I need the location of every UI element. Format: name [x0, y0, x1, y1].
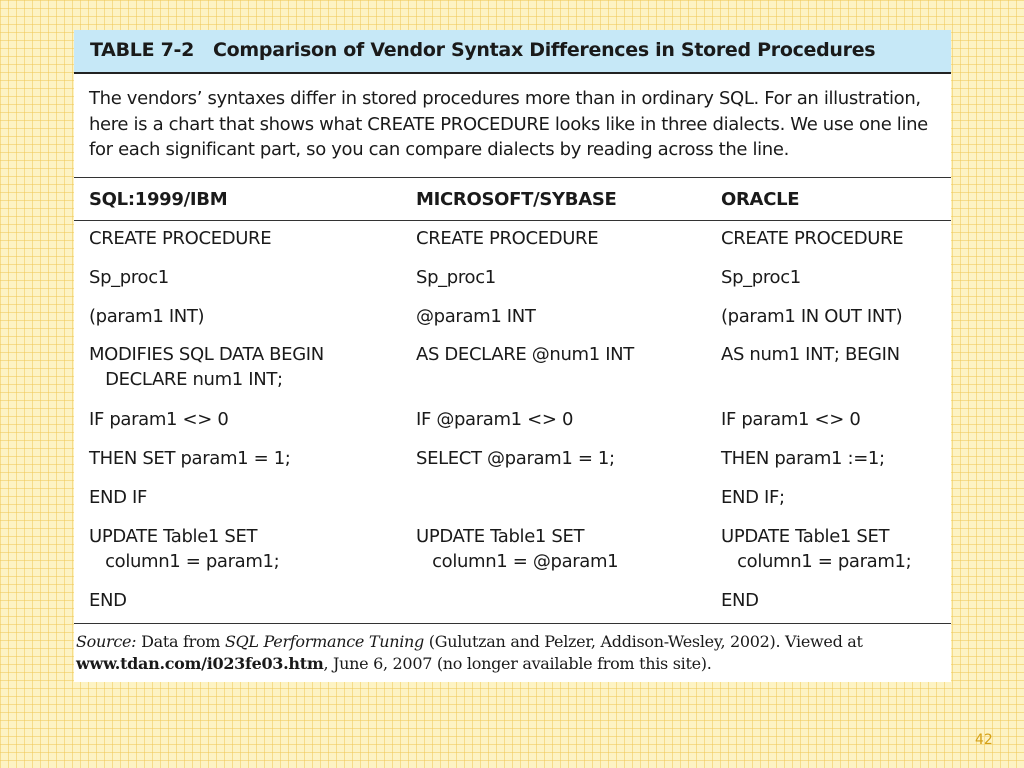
table-number: TABLE 7-2 [90, 39, 194, 61]
source-url: www.tdan.com/i023fe03.htm [76, 654, 324, 673]
table-cell: CREATE PROCEDURE [89, 228, 272, 249]
table-cell: Sp_proc1 [89, 267, 169, 288]
table-cell: CREATE PROCEDURE [416, 228, 599, 249]
source-book-title: SQL Performance Tuning [224, 632, 424, 651]
table-cell: THEN SET param1 = 1; [89, 448, 291, 469]
table-cell: SELECT @param1 = 1; [416, 448, 615, 469]
table-intro: The vendors’ syntaxes differ in stored procedures more than in ordinary SQL. For an illustration, here is a chart that shows what CREATE PROCEDURE looks like in three dialects. We use one line for each significant part, so you can compare dialects by reading across the line. [89, 88, 928, 160]
divider [74, 623, 951, 624]
table-cell: UPDATE Table1 SET column1 = param1; [89, 526, 280, 572]
table-cell: IF param1 <> 0 [89, 409, 229, 430]
column-header-sql1999-ibm: SQL:1999/IBM [89, 189, 228, 210]
column-header-microsoft-sybase: MICROSOFT/SYBASE [416, 189, 617, 210]
table-title: Comparison of Vendor Syntax Differences in Stored Procedures [213, 39, 876, 61]
table-cell: Sp_proc1 [721, 267, 801, 288]
table-title-bar [74, 30, 951, 74]
table-cell: THEN param1 :=1; [721, 448, 885, 469]
table-cell: END [721, 590, 759, 611]
source-text: (Gulutzan and Pelzer, Addison-Wesley, 2002). Viewed at [424, 632, 863, 651]
page-number: 42 [975, 732, 993, 748]
source-text: , June 6, 2007 (no longer available from this site). [323, 654, 712, 673]
table-cell: END [89, 590, 127, 611]
table-card [74, 30, 951, 682]
table-cell: IF @param1 <> 0 [416, 409, 574, 430]
table-cell: CREATE PROCEDURE [721, 228, 904, 249]
table-cell: (param1 INT) [89, 306, 205, 327]
divider [74, 220, 951, 221]
table-cell: @param1 INT [416, 306, 536, 327]
table-cell: Sp_proc1 [416, 267, 496, 288]
table-cell: AS DECLARE @num1 INT [416, 344, 634, 365]
table-cell: END IF [89, 487, 147, 508]
source-note [76, 631, 946, 675]
source-text: Data from [136, 632, 225, 651]
table-cell: UPDATE Table1 SET column1 = @param1 [416, 526, 619, 572]
source-label: Source: [76, 632, 137, 651]
table-cell: UPDATE Table1 SET column1 = param1; [721, 526, 912, 572]
table-cell: (param1 IN OUT INT) [721, 306, 903, 327]
table-cell: MODIFIES SQL DATA BEGIN DECLARE num1 INT; [89, 344, 324, 390]
column-header-oracle: ORACLE [721, 189, 800, 210]
table-cell: IF param1 <> 0 [721, 409, 861, 430]
table-cell: END IF; [721, 487, 785, 508]
divider [74, 177, 951, 178]
table-cell: AS num1 INT; BEGIN [721, 344, 900, 365]
